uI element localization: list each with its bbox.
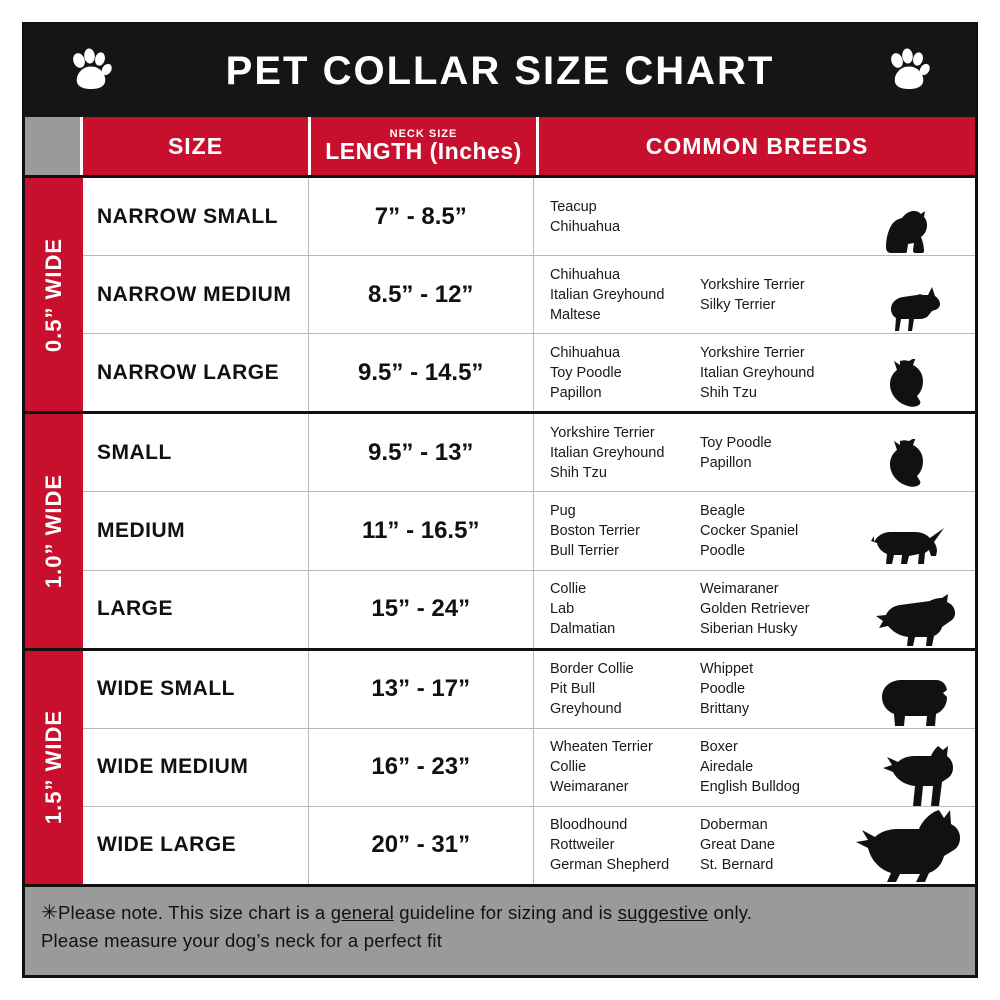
column-header-breeds: COMMON BREEDS <box>539 117 975 175</box>
breed-item: Chihuahua <box>549 344 621 361</box>
breed-column-2 <box>700 659 850 719</box>
breed-item: Weimaraner <box>699 581 779 598</box>
breed-item: Cocker Spaniel <box>699 522 799 539</box>
breed-columns <box>550 423 850 483</box>
breed-column-2 <box>700 737 850 797</box>
breed-item: Collie <box>549 581 587 598</box>
asterisk-icon: ✳ <box>41 902 58 924</box>
breed-column-1 <box>550 197 690 237</box>
cell-breeds <box>534 729 975 806</box>
breed-item: Italian Greyhound <box>549 444 665 461</box>
cell-breeds <box>534 492 975 569</box>
breed-item: Siberian Husky <box>699 621 798 638</box>
breed-column-2 <box>700 265 850 325</box>
cell-breeds <box>534 256 975 333</box>
breed-item: Bloodhound <box>549 817 628 834</box>
table-body <box>25 178 975 887</box>
breed-item: Dalmatian <box>549 621 616 638</box>
breed-item: Italian Greyhound <box>549 286 665 303</box>
breed-columns <box>550 737 850 797</box>
breed-item: Toy Poodle <box>699 434 772 451</box>
cell-size: WIDE LARGE <box>83 807 309 884</box>
breed-column-1 <box>550 815 690 875</box>
breed-column-1 <box>550 737 690 797</box>
cell-breeds <box>534 807 975 884</box>
group-label-text: 1.0” WIDE <box>41 473 67 589</box>
breed-item: Rottweiler <box>549 837 615 854</box>
table-column-headers <box>25 117 975 178</box>
terrier-silhouette <box>850 492 980 569</box>
cell-breeds <box>534 178 975 255</box>
retriever-silhouette <box>850 571 980 648</box>
cell-size: MEDIUM <box>83 492 309 569</box>
breed-column-2 <box>700 815 850 875</box>
breed-columns <box>550 197 850 237</box>
breed-column-2 <box>700 343 850 403</box>
breed-item: German Shepherd <box>549 857 670 874</box>
breed-item: Doberman <box>699 817 768 834</box>
papillon-silhouette <box>850 414 980 491</box>
breed-column-1 <box>550 343 690 403</box>
bulldog-silhouette <box>850 651 980 728</box>
cell-size: WIDE MEDIUM <box>83 729 309 806</box>
breed-columns <box>550 815 850 875</box>
group-rows <box>83 414 975 647</box>
width-group <box>25 414 975 650</box>
column-header-length-label: LENGTH (Inches) <box>325 137 522 164</box>
doberman-silhouette <box>850 807 980 884</box>
group-label-text: 1.5” WIDE <box>41 710 67 825</box>
breed-item: English Bulldog <box>699 779 800 796</box>
width-group <box>25 651 975 887</box>
breed-item: Chihuahua <box>549 218 621 235</box>
breed-item: Teacup <box>549 198 597 215</box>
group-label-width <box>25 651 83 884</box>
breed-item: Silky Terrier <box>699 296 776 313</box>
table-row <box>83 571 975 648</box>
breed-item: Boston Terrier <box>549 522 640 539</box>
cell-length: 20” - 31” <box>309 807 534 884</box>
breed-item: Shih Tzu <box>549 464 607 481</box>
table-row <box>83 178 975 256</box>
breed-columns <box>550 343 850 403</box>
cell-length: 7” - 8.5” <box>309 178 534 255</box>
breed-column-2 <box>700 579 850 639</box>
chart-frame <box>22 22 978 978</box>
footer-text-post: only. <box>708 902 753 923</box>
table-row <box>83 729 975 807</box>
breed-item: Greyhound <box>549 701 622 718</box>
cell-length: 13” - 17” <box>309 651 534 728</box>
breed-item: Pug <box>549 502 576 519</box>
table-row <box>83 492 975 570</box>
cell-breeds <box>534 334 975 411</box>
cell-breeds <box>534 571 975 648</box>
cell-breeds <box>534 414 975 491</box>
breed-item: Chihuahua <box>549 266 621 283</box>
breed-item: Boxer <box>699 739 738 756</box>
footer-line-2: Please measure your dog’s neck for a perfect fit <box>41 930 443 951</box>
cell-length: 9.5” - 14.5” <box>309 334 534 411</box>
breed-item: Wheaten Terrier <box>549 739 653 756</box>
table-row <box>83 256 975 334</box>
breed-item: Poodle <box>699 681 746 698</box>
breed-item: Poodle <box>699 542 746 559</box>
breed-column-2 <box>700 197 850 237</box>
breed-item: Great Dane <box>699 837 775 854</box>
table-row <box>83 651 975 729</box>
breed-column-1 <box>550 659 690 719</box>
breed-column-1 <box>550 501 690 561</box>
breed-item: Brittany <box>699 701 750 718</box>
column-header-length <box>311 117 539 175</box>
breed-column-1 <box>550 579 690 639</box>
breed-column-1 <box>550 265 690 325</box>
breed-item: Airedale <box>699 759 754 776</box>
table-row <box>83 334 975 411</box>
breed-item: Papillon <box>699 454 752 471</box>
corner-cell <box>25 117 83 175</box>
cell-size: SMALL <box>83 414 309 491</box>
table-row <box>83 807 975 884</box>
cell-size: NARROW LARGE <box>83 334 309 411</box>
page-title: PET COLLAR SIZE CHART <box>225 48 775 93</box>
breed-item: Shih Tzu <box>699 384 757 401</box>
footer-underline-general: general <box>330 902 394 923</box>
breed-item: Maltese <box>549 306 601 323</box>
group-rows <box>83 178 975 411</box>
group-label-text: 0.5” WIDE <box>41 237 67 352</box>
group-rows <box>83 651 975 884</box>
footer-line-1 <box>41 899 961 928</box>
boxer-silhouette <box>850 729 980 806</box>
group-label-width <box>25 414 83 647</box>
breed-item: Border Collie <box>549 661 634 678</box>
papillon-silhouette <box>850 334 980 411</box>
footer-underline-suggestive: suggestive <box>617 902 709 923</box>
breed-columns <box>550 659 850 719</box>
breed-item: Weimaraner <box>549 779 629 796</box>
cell-length: 11” - 16.5” <box>309 492 534 569</box>
breed-item: Papillon <box>549 384 602 401</box>
footer-note <box>25 887 975 975</box>
column-header-size: SIZE <box>83 117 311 175</box>
paw-icon <box>885 47 933 95</box>
breed-item: Golden Retriever <box>699 601 810 618</box>
table-row <box>83 414 975 492</box>
chihuahua-silhouette <box>850 256 980 333</box>
cell-length: 15” - 24” <box>309 571 534 648</box>
footer-text-pre: Please note. This size chart is a <box>57 902 331 923</box>
cell-length: 16” - 23” <box>309 729 534 806</box>
cell-size: NARROW MEDIUM <box>83 256 309 333</box>
cell-size: LARGE <box>83 571 309 648</box>
breed-columns <box>550 579 850 639</box>
cell-size: NARROW SMALL <box>83 178 309 255</box>
breed-column-2 <box>700 423 850 483</box>
breed-column-2 <box>700 501 850 561</box>
cell-length: 9.5” - 13” <box>309 414 534 491</box>
cell-length: 8.5” - 12” <box>309 256 534 333</box>
breed-column-1 <box>550 423 690 483</box>
breed-columns <box>550 265 850 325</box>
breed-item: Yorkshire Terrier <box>699 344 805 361</box>
breed-item: Pit Bull <box>549 681 596 698</box>
breed-columns <box>550 501 850 561</box>
breed-item: Lab <box>549 601 575 618</box>
paw-icon <box>67 47 115 95</box>
breed-item: St. Bernard <box>699 857 774 874</box>
width-group <box>25 178 975 414</box>
breed-item: Beagle <box>699 502 746 519</box>
breed-item: Bull Terrier <box>549 542 619 559</box>
group-label-width <box>25 178 83 411</box>
breed-item: Toy Poodle <box>549 364 622 381</box>
breed-item: Yorkshire Terrier <box>699 276 805 293</box>
footer-text-mid: guideline for sizing and is <box>393 902 618 923</box>
breed-item: Italian Greyhound <box>699 364 815 381</box>
cell-breeds <box>534 651 975 728</box>
breed-item: Whippet <box>699 661 754 678</box>
yorkie-silhouette <box>850 178 980 255</box>
cell-size: WIDE SMALL <box>83 651 309 728</box>
chart-header <box>25 25 975 117</box>
breed-item: Yorkshire Terrier <box>549 424 655 441</box>
breed-item: Collie <box>549 759 587 776</box>
column-header-neck-size: NECK SIZE <box>389 127 458 140</box>
